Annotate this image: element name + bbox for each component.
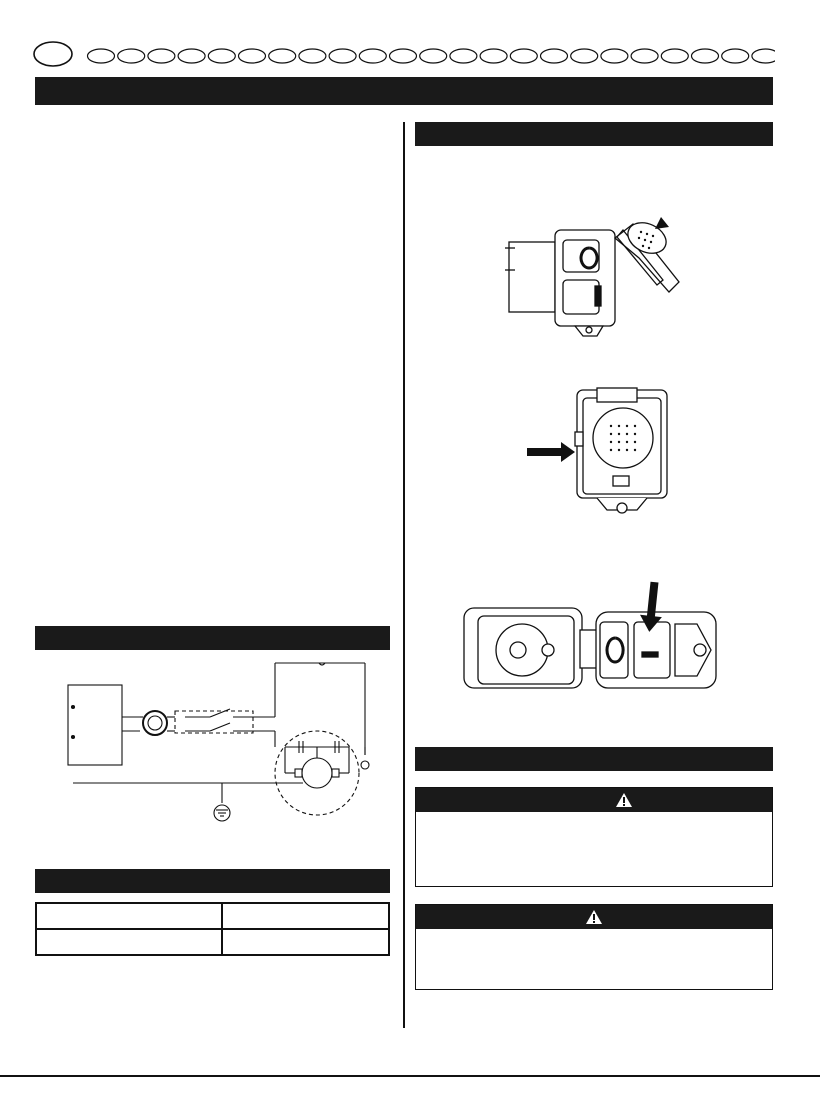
language-tab [299,49,326,63]
maintenance-section-bar [415,747,773,771]
language-tab [450,49,477,63]
warning-box [415,904,773,990]
specs-section-bar [35,869,390,893]
language-tab [390,49,417,63]
warning-icon [585,909,603,925]
specs-table [35,902,390,956]
language-tab [510,49,537,63]
table-cell [36,929,222,955]
language-tab [722,49,749,63]
wiring-diagram [55,655,385,830]
column-divider [403,122,405,1028]
language-tab [208,49,235,63]
language-tab [571,49,598,63]
language-tab [329,49,356,63]
warning-box [415,787,773,887]
warning-header [416,788,772,812]
wiring-section-bar [35,626,390,650]
language-tab [178,49,205,63]
table-cell [222,903,389,929]
arrow-icon [527,442,575,462]
warning-icon [615,792,633,808]
language-tab [34,42,72,66]
language-tab [148,49,175,63]
language-tab [420,49,447,63]
table-row [36,929,389,955]
plug-box [68,685,122,765]
footer-rule [0,1075,820,1077]
warning-text [416,812,772,824]
page-title-bar [35,77,773,105]
arrow-icon [655,206,687,229]
language-tabs [33,40,775,68]
language-tab [118,49,145,63]
language-tab [88,49,115,63]
switch-figure-top-view [460,560,730,700]
motor [302,758,332,788]
switch-figure-side-view [505,200,695,340]
table-cell [222,929,389,955]
language-tab [359,49,386,63]
language-tab [661,49,688,63]
language-tab [480,49,507,63]
intro-text [35,122,390,602]
switch-section-bar [415,122,773,146]
ferrite-ring [143,711,167,735]
language-tab [269,49,296,63]
language-tab [239,49,266,63]
language-tab [631,49,658,63]
membrane [593,408,653,468]
language-tab [692,49,719,63]
warning-text [416,929,772,941]
warning-header [416,905,772,929]
table-cell [36,903,222,929]
language-tab [601,49,628,63]
table-row [36,903,389,929]
language-tab [541,49,568,63]
language-tab [752,49,775,63]
switch-figure-front-view [525,380,685,530]
